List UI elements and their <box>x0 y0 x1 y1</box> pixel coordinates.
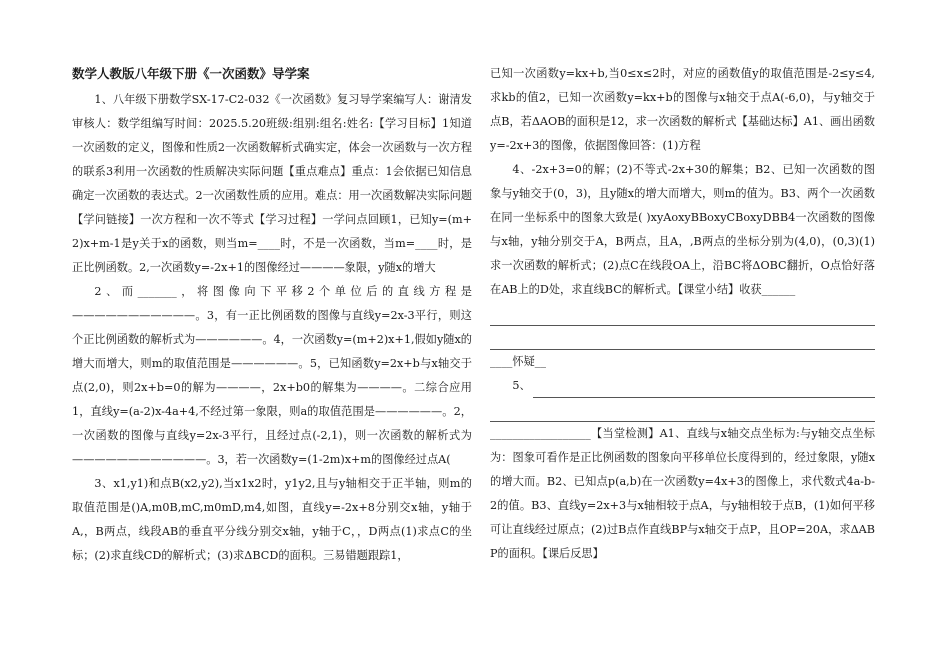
answer-line <box>490 302 875 326</box>
paragraph-5-label: 5、 <box>512 379 531 392</box>
paragraph-5-label-row <box>490 374 875 398</box>
left-column <box>72 62 472 568</box>
paragraph-5: __________________【当堂检测】A1、直线与x轴交点坐标为:与y轴交点坐标为：图象可看作是正比例函数的图象向平移单位长度得到的，经过象限，y随x的增大而。B2、已知点p(a,b)在一次函数y=4x+3的图像上，求代数式4a-b-2的值。B3、直线y=2x+3与x轴相较于点A，与y轴相较于点B，(1)如何平移可让直线经过原点；(2)过B点作直线BP与x轴交于点P，且OP=20A，求ΔABP的面积。【课后反思】 <box>490 427 875 560</box>
paragraph-3: 3、x1,y1)和点B(x2,y2),当x1x2时，y1y2,且与y轴相交于正半轴，则m的取值范围是()A,m0B,mC,m0mD,m4,如图，直线y=-2x+8分别交x轴，y轴于A,，B两点，线段AB的垂直平分线分别交x轴，y轴于C，，D两点(1)求点C的坐标；(2)求直线CD的解析式；(3)求ΔBCD的面积。三易错题跟踪1， <box>72 477 472 562</box>
answer-line <box>490 326 875 350</box>
paragraph-4: 4、-2x+3=0的解；(2)不等式-2x+30的解集；B2、已知一次函数的图象与y轴交于(0，3)，且y随x的增大而增大，则m的值为。B3、两个一次函数在同一坐标系中的图象大致是( )xyAoxyBBoxyCBoxyDBB4一次函数的图像与x轴，y轴分别交于A，B两点，且A，,B两点的坐标分别为(4,0)，(0,3)(1)求一次函数的解析式；(2)点C在线段OA上，沿BC将ΔOBC翻折，O点恰好落在AB上的D处，求直线BC的解析式。【课堂小结】收获______ <box>490 163 875 296</box>
paragraph-3-continued: 已知一次函数y=kx+b,当0≤x≤2时，对应的函数值y的取值范围是-2≤y≤4,求kb的值2，已知一次函数y=kx+b的图像与x轴交于点A(-6,0)，与y轴交于点B，若ΔAOB的面积是12，求一次函数的解析式【基础达标】A1、画出函数y=-2x+3的图像，依据图像回答：(1)方程 <box>490 67 875 152</box>
answer-line <box>490 398 875 422</box>
right-column <box>490 62 875 566</box>
paragraph-1: 1、八年级下册数学SX-17-C2-032《一次函数》复习导学案编写人：谢清发审核人：数学组编写时间：2025.5.20班级:组别:组名:姓名:【学习目标】1知道一次函数的定义，图像和性质2一次函数解析式确实定，体会一次函数与一次方程的联系3利用一次函数的性质解决实际问题【重点难点】重点：1会依据已知信息确定一次函数的表达式。2一次函数性质的应用。难点：用一次函数解决实际问题【学问链接】一次方程和一次不等式【学习过程】一学问点回顾1，已知y=(m+2)x+m-1是y关于x的函数，则当m=____时，不是一次函数，当m=____时，是正比例函数。2,一次函数y=-2x+1的图像经过————象限，y随x的增大 <box>72 93 472 274</box>
doubt-line: ____怀疑__ <box>490 355 546 368</box>
paragraph-2: 2、而_______，将图像向下平移2个单位后的直线方程是———————————。3，有一正比例函数的图像与直线y=2x-3平行，则这个正比例函数的解析式为——————。4，一次函数y=(m+2)x+1,假如y随x的增大而增大，则m的取值范围是——————。5，已知函数y=2x+b与x轴交于点(2,0)，则2x+b=0的解为————，2x+b0的解集为————。二综合应用1，直线y=(a-2)x-4a+4,不经过第一象限，则a的取值范围是——————。2，一次函数的图像与直线y=2x-3平行，且经过点(-2,1)，则一次函数的解析式为————————————。3，若一次函数y=(1-2m)x+m的图像经过点A( <box>72 285 472 466</box>
answer-line <box>533 379 875 398</box>
document-title: 数学人教版八年级下册《一次函数》导学案 <box>72 66 310 81</box>
